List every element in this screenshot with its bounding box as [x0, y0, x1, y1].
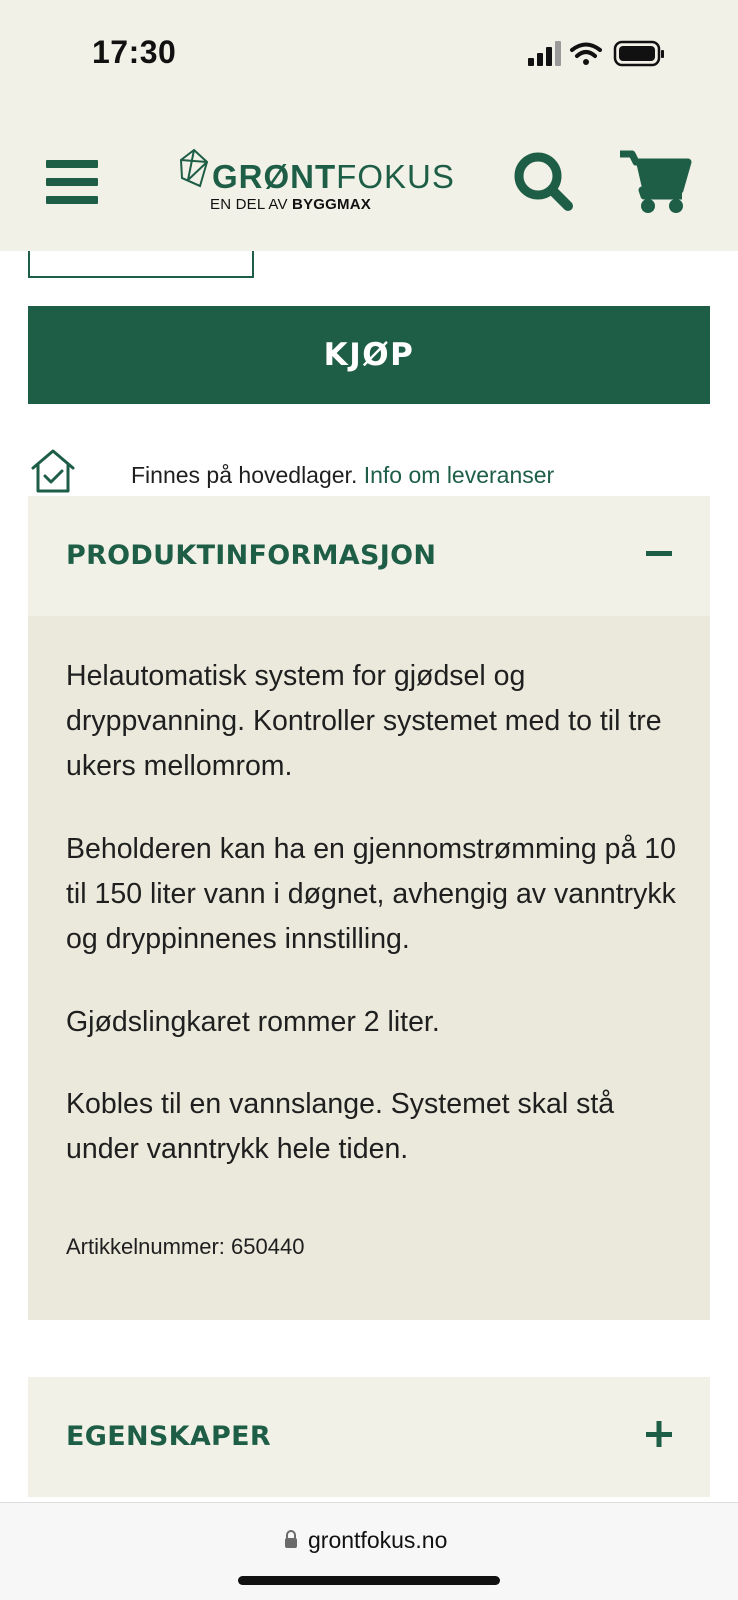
leaf-logo-icon — [178, 148, 210, 192]
accordion-title: PRODUKTINFORMASJON — [66, 540, 437, 571]
description-paragraph: Beholderen kan ha en gjennomstrømming på 10 til 150 liter vann i døgnet, avhengig av vanntrykk og dryppinnenes innstilling. — [66, 833, 676, 955]
logo-tagline-brand: BYGGMAX — [292, 196, 371, 213]
stock-status — [30, 448, 710, 498]
site-header — [0, 0, 738, 251]
logo-tagline-prefix: EN DEL AV — [210, 196, 288, 213]
cart-button[interactable] — [618, 148, 692, 216]
minus-icon — [644, 538, 674, 568]
browser-url-bar[interactable] — [0, 1502, 738, 1600]
lock-icon — [284, 1529, 298, 1549]
accordion-product-info-header[interactable] — [28, 496, 710, 616]
url-text: grontfokus.no — [308, 1527, 448, 1553]
logo-word-1: GRØNT — [212, 158, 337, 195]
stock-label: Finnes på hovedlager. — [131, 462, 358, 488]
plus-icon — [644, 1419, 674, 1449]
status-icons — [528, 38, 678, 72]
status-time: 17:30 — [92, 34, 177, 70]
description-paragraph: Helautomatisk system for gjødsel og dryppvanning. Kontroller systemet med to til tre ukers mellomrom. — [66, 660, 662, 782]
buy-button[interactable]: KJØP — [28, 306, 710, 404]
search-button[interactable] — [512, 150, 578, 214]
battery-icon — [615, 42, 664, 65]
logo-word-2: FOKUS — [336, 158, 455, 195]
home-indicator[interactable] — [238, 1576, 500, 1585]
menu-icon-bar — [46, 178, 98, 186]
description-paragraph: Kobles til en vannslange. Systemet skal stå under vanntrykk hele tiden. — [66, 1088, 615, 1165]
article-number: Artikkelnummer: 650440 — [66, 1234, 305, 1259]
accordion-title: EGENSKAPER — [66, 1421, 271, 1452]
cellular-signal-icon — [528, 41, 561, 66]
stock-text — [131, 462, 554, 489]
logo-tagline — [210, 196, 371, 213]
site-logo[interactable] — [178, 148, 460, 218]
delivery-info-link[interactable]: Info om leveranser — [363, 462, 555, 488]
accordion-features-header[interactable] — [28, 1377, 710, 1497]
accordion-product-info-body — [28, 616, 710, 1320]
logo-wordmark — [212, 158, 455, 196]
menu-button[interactable] — [46, 160, 98, 204]
description-paragraph: Gjødslingkaret rommer 2 liter. — [66, 1006, 440, 1038]
wifi-icon — [572, 45, 600, 66]
cart-icon — [618, 148, 692, 216]
menu-icon-bar — [46, 196, 98, 204]
search-icon — [512, 150, 578, 214]
warehouse-check-icon — [30, 448, 76, 494]
menu-icon-bar — [46, 160, 98, 168]
